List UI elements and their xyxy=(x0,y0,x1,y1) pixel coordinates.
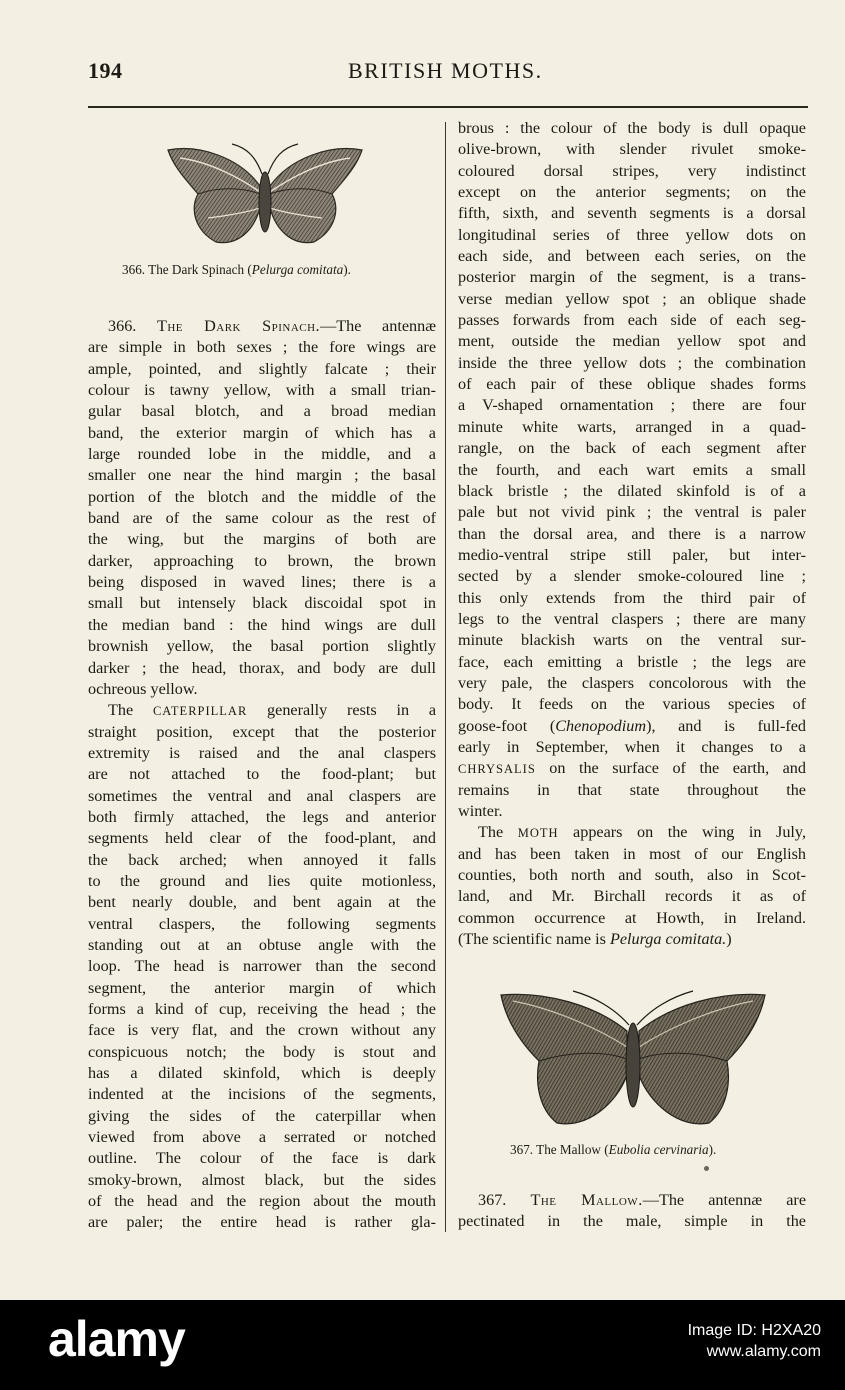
text-line: 367. The Mallow.—The antennæ are xyxy=(478,1191,807,1209)
text-line: and has been taken in most of our English xyxy=(458,844,806,863)
text-line: except on the anterior segments; on the xyxy=(458,183,806,202)
text-line: 366. The Dark Spinach.—The antennæ xyxy=(108,317,437,335)
text-line: to the ground and lies quite motionless, xyxy=(88,871,436,890)
text-line: the back arched; when annoyed it falls xyxy=(88,850,436,869)
text-line: forms a kind of cup, receiving the head ; the xyxy=(88,1000,436,1018)
text-line: coloured dorsal stripes, very indistinct xyxy=(458,161,806,180)
moth-illustration-dark-spinach xyxy=(160,138,370,250)
text-line: ment, outside the median yellow spot and xyxy=(458,332,806,351)
watermark-bar xyxy=(0,1300,845,1390)
text-line: minute white warts, arranged in a quad- xyxy=(458,417,806,436)
text-line: ventral claspers, the following segments xyxy=(88,914,436,933)
text-line: olive-brown, with slender rivulet smoke- xyxy=(458,140,806,159)
text-line: than the dorsal area, and there is a narrow xyxy=(458,524,806,543)
right-column-bottom-text xyxy=(458,1190,806,1233)
text-line: being disposed in waved lines; there is a xyxy=(88,573,436,592)
right-column-text xyxy=(458,118,806,950)
column-divider xyxy=(445,122,446,1232)
text-line: extremity is raised and the anal claspers xyxy=(88,743,436,762)
text-line: medio-ventral stripe still paler, but inter- xyxy=(458,545,806,564)
text-line: verse median yellow spot ; an oblique shade xyxy=(458,289,806,308)
text-line: early in September, when it changes to a xyxy=(458,737,806,756)
text-line: legs to the ventral claspers ; there are many xyxy=(458,609,806,628)
text-line: darker, approaching to brown, the brown xyxy=(88,551,436,570)
text-line: each side, and between each series, on the xyxy=(458,247,806,266)
text-line: conspicuous notch; the body is stout and xyxy=(88,1042,436,1061)
text-line: indented at the incisions of the segments, xyxy=(88,1085,436,1104)
text-line: smaller one near the hind margin ; the basal xyxy=(88,466,436,485)
text-line: fifth, sixth, and seventh segments is a dorsal xyxy=(458,204,806,223)
text-line: the wing, but the margins of both are xyxy=(88,530,436,549)
text-line: rangle, on the back of each segment after xyxy=(458,439,806,458)
running-head: BRITISH MOTHS. xyxy=(348,58,543,83)
page-number: 194 xyxy=(88,58,123,83)
page-header xyxy=(88,58,808,88)
text-line: The MOTH appears on the wing in July, xyxy=(478,823,807,842)
text-line: large rounded lobe in the middle, and a xyxy=(88,445,436,464)
text-line: are simple in both sexes ; the fore wings are xyxy=(88,338,436,357)
text-line: viewed from above a serrated or notched xyxy=(88,1128,436,1147)
text-line: body. It feeds on the various species of xyxy=(458,695,806,714)
text-line: black bristle ; the dilated skinfold is of a xyxy=(458,481,806,500)
text-line: longitudinal series of three yellow dots on xyxy=(458,225,806,244)
moth-illustration-mallow xyxy=(495,985,771,1133)
text-line: outline. The colour of the face is dark xyxy=(88,1149,436,1168)
text-line: band, the exterior margin of which has a xyxy=(88,423,436,442)
text-line: segments held clear of the food-plant, and xyxy=(88,829,436,848)
text-line: standing out at an obtuse angle with the xyxy=(88,935,436,954)
text-line: are not attached to the food-plant; but xyxy=(88,765,436,784)
site-url: www.alamy.com xyxy=(706,1343,821,1360)
text-line: loop. The head is narrower than the second xyxy=(88,957,436,976)
text-line: ample, pointed, and slightly falcate ; their xyxy=(88,359,436,378)
text-line: ochreous yellow. xyxy=(88,679,198,698)
text-line: face, each emitting a bristle ; the legs are xyxy=(458,652,806,671)
text-line: brous : the colour of the body is dull opaque xyxy=(458,119,806,137)
text-line: common occurrence at Howth, in Ireland. xyxy=(458,908,806,927)
text-line: bent nearly double, and bent again at the xyxy=(88,893,436,912)
text-line: land, and Mr. Birchall records it as of xyxy=(458,887,806,906)
text-line: very pale, the claspers concolorous with the xyxy=(458,673,806,692)
text-line: posterior margin of the segment, is a trans- xyxy=(458,268,806,287)
text-line: a V-shaped ornamentation ; there are four xyxy=(458,396,806,415)
figure-caption-366: 366. The Dark Spinach (Pelurga comitata). xyxy=(122,262,351,277)
text-line: gular basal blotch, and a broad median xyxy=(88,402,436,421)
text-line: are paler; the entire head is rather gla- xyxy=(88,1213,436,1232)
text-line: (The scientific name is Pelurga comitata.) xyxy=(458,930,732,949)
text-line: CHRYSALIS on the surface of the earth, and xyxy=(458,759,806,778)
print-speck xyxy=(704,1166,709,1171)
alamy-logo: alamy xyxy=(48,1311,185,1367)
text-line: small but intensely black discoidal spot in xyxy=(88,594,436,613)
text-line: sected by a slender smoke-coloured line ; xyxy=(458,567,806,586)
text-line: sometimes the ventral and anal claspers are xyxy=(88,786,436,805)
text-line: segment, the anterior margin of which xyxy=(88,978,436,997)
text-line: giving the sides of the caterpillar when xyxy=(88,1106,436,1125)
text-line: portion of the blotch and the middle of the xyxy=(88,487,436,506)
text-line: winter. xyxy=(458,802,503,820)
text-line: of the head and the region about the mouth xyxy=(88,1192,436,1211)
text-line: both firmly attached, the legs and anterior xyxy=(88,807,436,826)
text-line: pale but not vivid pink ; the ventral is paler xyxy=(458,503,806,522)
text-line: band are of the same colour as the rest of xyxy=(88,509,436,528)
text-line: The CATERPILLAR generally rests in a xyxy=(108,701,436,720)
left-column-text xyxy=(88,316,436,1234)
text-line: has a dilated skinfold, which is deeply xyxy=(88,1064,436,1083)
image-id-label xyxy=(688,1320,821,1362)
text-line: minute blackish warts on the ventral sur- xyxy=(458,631,806,650)
text-line: colour is tawny yellow, with a small trian- xyxy=(88,381,436,400)
text-line: the fourth, and each wart emits a small xyxy=(458,460,806,479)
text-line: goose-foot (Chenopodium), and is full-fed xyxy=(458,716,807,735)
text-line: the median band : the hind wings are dull xyxy=(88,615,436,634)
text-line: face is very flat, and the crown without any xyxy=(88,1021,436,1040)
text-line: smoky-brown, almost black, but the sides xyxy=(88,1170,436,1189)
text-line: straight position, except that the posterior xyxy=(88,722,436,741)
text-line: darker ; the head, thorax, and body are dull xyxy=(88,658,436,677)
text-line: remains in that state throughout the xyxy=(458,780,806,799)
figure-caption-367: 367. The Mallow (Eubolia cervinaria). xyxy=(510,1142,717,1157)
header-rule xyxy=(88,106,808,108)
text-line: of each pair of these oblique shades forms xyxy=(458,375,806,394)
text-line: brownish yellow, the basal portion slightly xyxy=(88,637,436,656)
text-line: inside the three yellow dots ; the combination xyxy=(458,353,806,372)
text-line: this only extends from the third pair of xyxy=(458,588,806,607)
image-id: Image ID: H2XA20 xyxy=(687,1322,821,1339)
text-line: pectinated in the male, simple in the xyxy=(458,1212,806,1231)
text-line: counties, both north and south, also in Scot- xyxy=(458,866,806,885)
text-line: passes forwards from each side of each seg- xyxy=(458,311,806,330)
